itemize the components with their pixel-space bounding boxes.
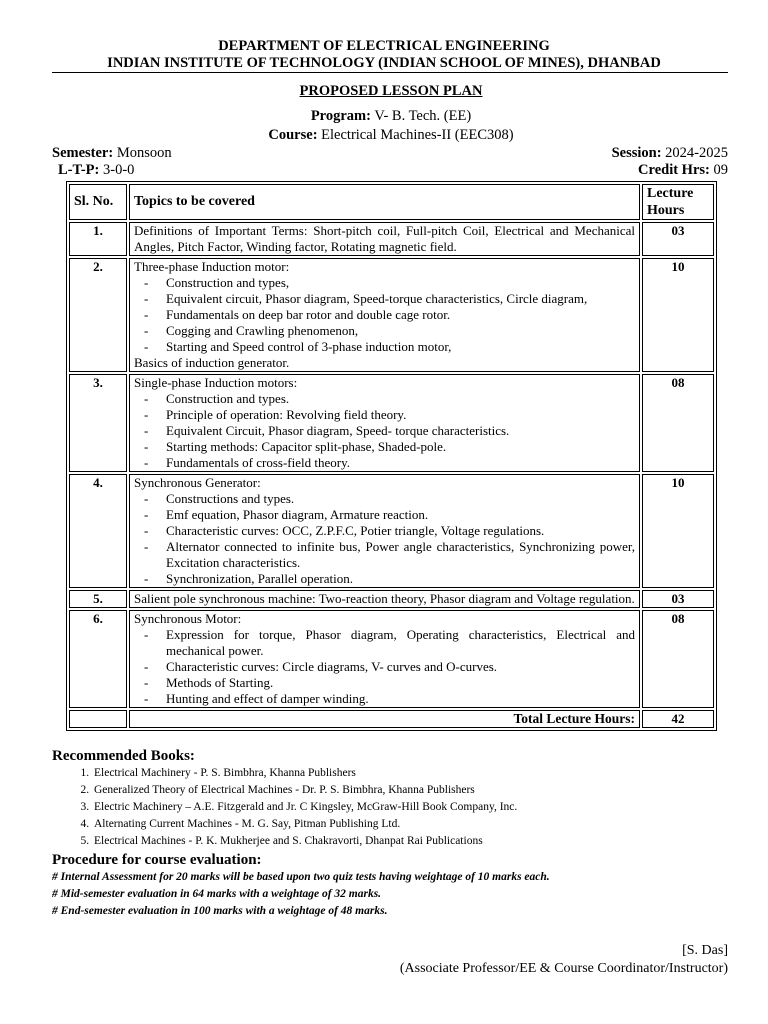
table-row — [69, 374, 714, 472]
institute-heading: INDIAN INSTITUTE OF TECHNOLOGY (INDIAN SCHOOL OF MINES), DHANBAD — [107, 55, 661, 71]
ltp-value: 3-0-0 — [102, 162, 135, 178]
topic-intro: Salient pole synchronous machine: Two-reaction theory, Phasor diagram and Voltage regulation. — [134, 591, 635, 606]
lesson-plan-table — [66, 181, 717, 731]
total-label: Total Lecture Hours: — [129, 710, 640, 728]
row-hours: 08 — [642, 374, 714, 472]
topic-bullet: - Constructions and types. — [144, 491, 635, 507]
row-number: 6. — [69, 610, 127, 708]
session-line — [612, 145, 728, 162]
topic-bullet: - Starting and Speed control of 3-phase induction motor, — [144, 339, 635, 355]
row-topics — [129, 474, 640, 588]
ltp-line — [58, 162, 134, 179]
program-value: V- B. Tech. (EE) — [374, 108, 472, 124]
header-lecture-hours: Lecture Hours — [642, 184, 714, 220]
table-row — [69, 610, 714, 708]
book-item: 5. Electrical Machines - P. K. Mukherjee and S. Chakravorti, Dhanpat Rai Publications — [92, 833, 517, 850]
row-hours: 08 — [642, 610, 714, 708]
topic-intro: Synchronous Motor: — [134, 611, 242, 626]
topic-bullet: - Hunting and effect of damper winding. — [144, 691, 635, 707]
procedure-item: # Mid-semester evaluation in 64 marks with a weightage of 32 marks. — [52, 888, 382, 900]
procedure-item: # End-semester evaluation in 100 marks with a weightage of 48 marks. — [52, 905, 388, 917]
topic-bullets — [134, 275, 635, 355]
topic-bullet: - Alternator connected to infinite bus, Power angle characteristics, Synchronizing power, Excitation characteristics. — [144, 539, 635, 571]
book-item: 2. Generalized Theory of Electrical Machines - Dr. P. S. Bimbhra, Khanna Publishers — [92, 782, 517, 799]
topic-bullets — [134, 491, 635, 587]
topic-bullet: - Equivalent circuit, Phasor diagram, Speed-torque characteristics, Circle diagram, — [144, 291, 635, 307]
topic-bullet: - Characteristic curves: Circle diagrams, V- curves and O-curves. — [144, 659, 635, 675]
book-item: 1. Electrical Machinery - P. S. Bimbhra, Khanna Publishers — [92, 765, 517, 782]
topic-bullet: - Synchronization, Parallel operation. — [144, 571, 635, 587]
topic-intro: Single-phase Induction motors: — [134, 375, 298, 390]
signature-name: [S. Das] — [682, 943, 728, 958]
topic-intro: Three-phase Induction motor: — [134, 259, 290, 274]
topic-intro: Synchronous Generator: — [134, 475, 261, 490]
credit-line — [638, 162, 728, 179]
book-item: 4. Alternating Current Machines - M. G. Say, Pitman Publishing Ltd. — [92, 816, 517, 833]
page-title: PROPOSED LESSON PLAN — [299, 83, 483, 99]
row-number: 1. — [69, 222, 127, 256]
total-value: 42 — [642, 710, 714, 728]
table-row — [69, 590, 714, 608]
credit-label: Credit Hrs: — [638, 162, 710, 178]
topic-outro: Basics of induction generator. — [134, 355, 290, 370]
header-topics: Topics to be covered — [129, 184, 640, 220]
table-row — [69, 222, 714, 256]
topic-bullet: - Principle of operation: Revolving field theory. — [144, 407, 635, 423]
row-topics — [129, 222, 640, 256]
topic-bullet: - Cogging and Crawling phenomenon, — [144, 323, 635, 339]
signature-role: (Associate Professor/EE & Course Coordinator/Instructor) — [399, 961, 728, 976]
procedure-item: # Internal Assessment for 20 marks will be based upon two quiz tests having weightage of 10 marks each. — [52, 871, 550, 883]
topic-bullet: - Emf equation, Phasor diagram, Armature reaction. — [144, 507, 635, 523]
session-label: Session: — [611, 145, 662, 161]
table-header-row — [69, 184, 714, 220]
semester-line — [52, 145, 172, 162]
header-sl-no: Sl. No. — [69, 184, 127, 220]
session-value: 2024-2025 — [665, 145, 728, 161]
topic-bullet: - Construction and types. — [144, 391, 635, 407]
course-label: Course: — [268, 127, 318, 143]
row-topics — [129, 590, 640, 608]
topic-bullets — [134, 391, 635, 471]
program-label: Program: — [310, 108, 371, 124]
row-hours: 03 — [642, 222, 714, 256]
table-body — [69, 222, 714, 708]
procedure-heading: Procedure for course evaluation: — [52, 852, 262, 868]
department-heading: DEPARTMENT OF ELECTRICAL ENGINEERING — [218, 38, 550, 54]
ltp-label: L-T-P: — [58, 162, 100, 178]
topic-bullet: - Fundamentals of cross-field theory. — [144, 455, 635, 471]
books-list — [52, 765, 517, 850]
row-hours: 10 — [642, 258, 714, 372]
semester-value: Monsoon — [116, 145, 172, 161]
topic-bullet: - Methods of Starting. — [144, 675, 635, 691]
credit-value: 09 — [713, 162, 728, 178]
total-row — [69, 710, 714, 728]
row-topics — [129, 610, 640, 708]
table-row — [69, 258, 714, 372]
course-line — [0, 127, 768, 144]
book-item: 3. Electric Machinery – A.E. Fitzgerald and Jr. C Kingsley, McGraw-Hill Book Company, Inc. — [92, 799, 517, 816]
topic-bullet: - Starting methods: Capacitor split-phase, Shaded-pole. — [144, 439, 635, 455]
row-hours: 03 — [642, 590, 714, 608]
topic-bullet: - Equivalent Circuit, Phasor diagram, Speed- torque characteristics. — [144, 423, 635, 439]
header-divider — [52, 72, 728, 73]
topic-bullet: - Construction and types, — [144, 275, 635, 291]
total-empty-cell — [69, 710, 127, 728]
row-topics — [129, 374, 640, 472]
row-number: 4. — [69, 474, 127, 588]
row-topics — [129, 258, 640, 372]
table-row — [69, 474, 714, 588]
course-value: Electrical Machines-II (EEC308) — [321, 127, 514, 143]
row-hours: 10 — [642, 474, 714, 588]
topic-bullet: - Expression for torque, Phasor diagram, Operating characteristics, Electrical and mechanical power. — [144, 627, 635, 659]
topic-intro: Definitions of Important Terms: Short-pitch coil, Full-pitch Coil, Electrical and Mechanical Angles, Pitch Factor, Winding factor, Rotating magnetic field. — [134, 223, 635, 254]
topic-bullets — [134, 627, 635, 707]
row-number: 2. — [69, 258, 127, 372]
row-number: 3. — [69, 374, 127, 472]
topic-bullet: - Characteristic curves: OCC, Z.P.F.C, Potier triangle, Voltage regulations. — [144, 523, 635, 539]
semester-label: Semester: — [52, 145, 114, 161]
books-heading: Recommended Books: — [52, 748, 195, 764]
row-number: 5. — [69, 590, 127, 608]
program-line — [0, 108, 768, 125]
topic-bullet: - Fundamentals on deep bar rotor and double cage rotor. — [144, 307, 635, 323]
